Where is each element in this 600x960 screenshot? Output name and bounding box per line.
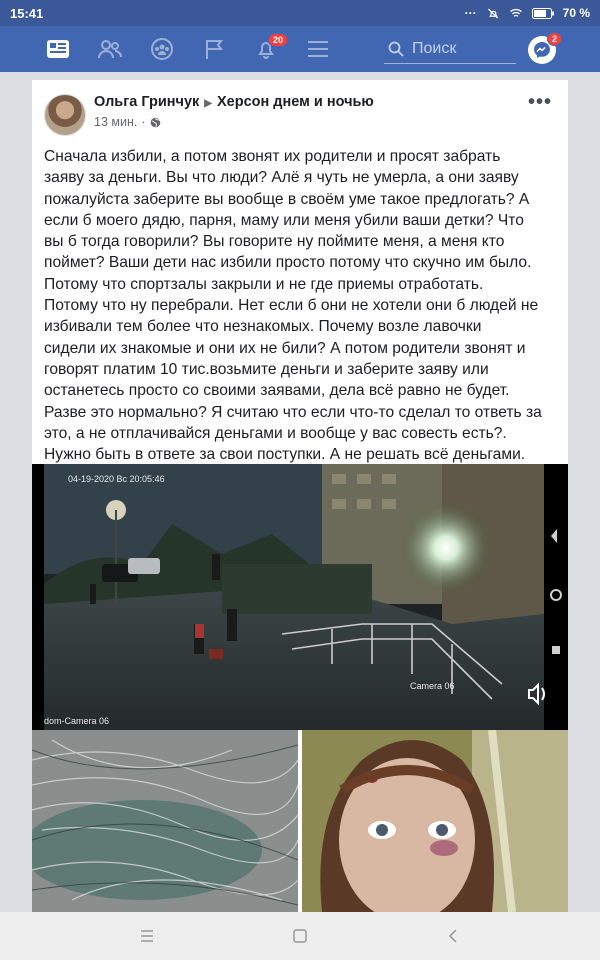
back-button[interactable]: [433, 916, 473, 956]
search-placeholder: Поиск: [412, 39, 457, 57]
post-time[interactable]: 13 мин.: [94, 115, 138, 129]
avatar[interactable]: [44, 94, 86, 136]
notifications-badge: 20: [268, 33, 288, 47]
chevron-left-icon: [448, 929, 458, 943]
post-title: [94, 94, 374, 110]
arrow-right-icon: ▶: [204, 98, 212, 109]
battery-percent: 70 %: [562, 6, 590, 20]
square-icon: [293, 929, 307, 943]
battery-icon: [532, 8, 554, 19]
groups-icon[interactable]: [136, 26, 188, 72]
notifications-bell-icon[interactable]: [240, 26, 292, 72]
more-options-icon[interactable]: •••: [527, 91, 552, 113]
messenger-button[interactable]: [528, 36, 556, 64]
recent-apps-button[interactable]: [127, 916, 167, 956]
post-meta: 13 мин. ·: [94, 115, 161, 129]
status-bar: [0, 0, 600, 26]
cctv-video-frame: [32, 464, 568, 730]
mute-bell-icon: [486, 8, 500, 19]
friends-icon[interactable]: [84, 26, 136, 72]
search-input[interactable]: [384, 34, 516, 64]
android-nav-bar: [0, 912, 600, 960]
home-button[interactable]: [280, 916, 320, 956]
post-text: Сначала избили, а потом звонят их родители и просят забрать заяву за деньги. Вы что люди? Алё я чуть не умерла, а они заяву пожалуйста заберите вы вообще в своём уме такое предлогать? А если б моего дядю, парня, маму или меня убили ваши детки? Что вы б тогда говорили? Вы говорите ну поймите меня, а меня кто поймет? Ваши дети нас избили просто потому что скучно им было. Потому что спортзалы закрыли и не где приемы отработать. Потому что ну перебрали. Нет если б они не хотели они б людей не избивали тем более что незнакомых. Почему возле лавочки сидели их знакомые и они их не били? А потом родители звонят и говорят платим 10 тис.возьмите деньги и заберите заяву или останетесь просто со своими заявами, дела всё равно не будет. Разве это нормально? Я считаю что если что-то сделал то ответь за это, а не отплачивайся деньгами и вообще у вас совесть есть?. Нужно быть в ответе за свои поступки. А не решать всё деньгами.: [44, 148, 542, 464]
author-name[interactable]: Ольга Гринчук: [94, 94, 200, 110]
post-card: [32, 80, 568, 912]
globe-icon: [150, 117, 161, 128]
camera-label-left: dom-Camera 06: [44, 716, 110, 726]
wifi-icon: [509, 8, 523, 19]
camera-label: Camera 06: [410, 681, 455, 691]
pages-flag-icon[interactable]: [188, 26, 240, 72]
news-feed-icon[interactable]: [32, 26, 84, 72]
video-timestamp: 04-19-2020 Вс 20:05:46: [68, 474, 165, 484]
status-time: 15:41: [10, 5, 44, 21]
menu-icon[interactable]: [292, 26, 344, 72]
video-player[interactable]: [32, 464, 568, 730]
photo-face[interactable]: [302, 730, 568, 912]
search-icon: [388, 41, 404, 57]
status-icons: [465, 6, 590, 20]
menu-lines-icon: [140, 930, 154, 942]
more-dots-icon: ···: [464, 6, 477, 20]
messenger-badge: 2: [547, 32, 562, 46]
photo-hair[interactable]: [32, 730, 298, 912]
post-header: [44, 91, 556, 138]
group-name[interactable]: Херсон днем и ночью: [216, 94, 374, 110]
